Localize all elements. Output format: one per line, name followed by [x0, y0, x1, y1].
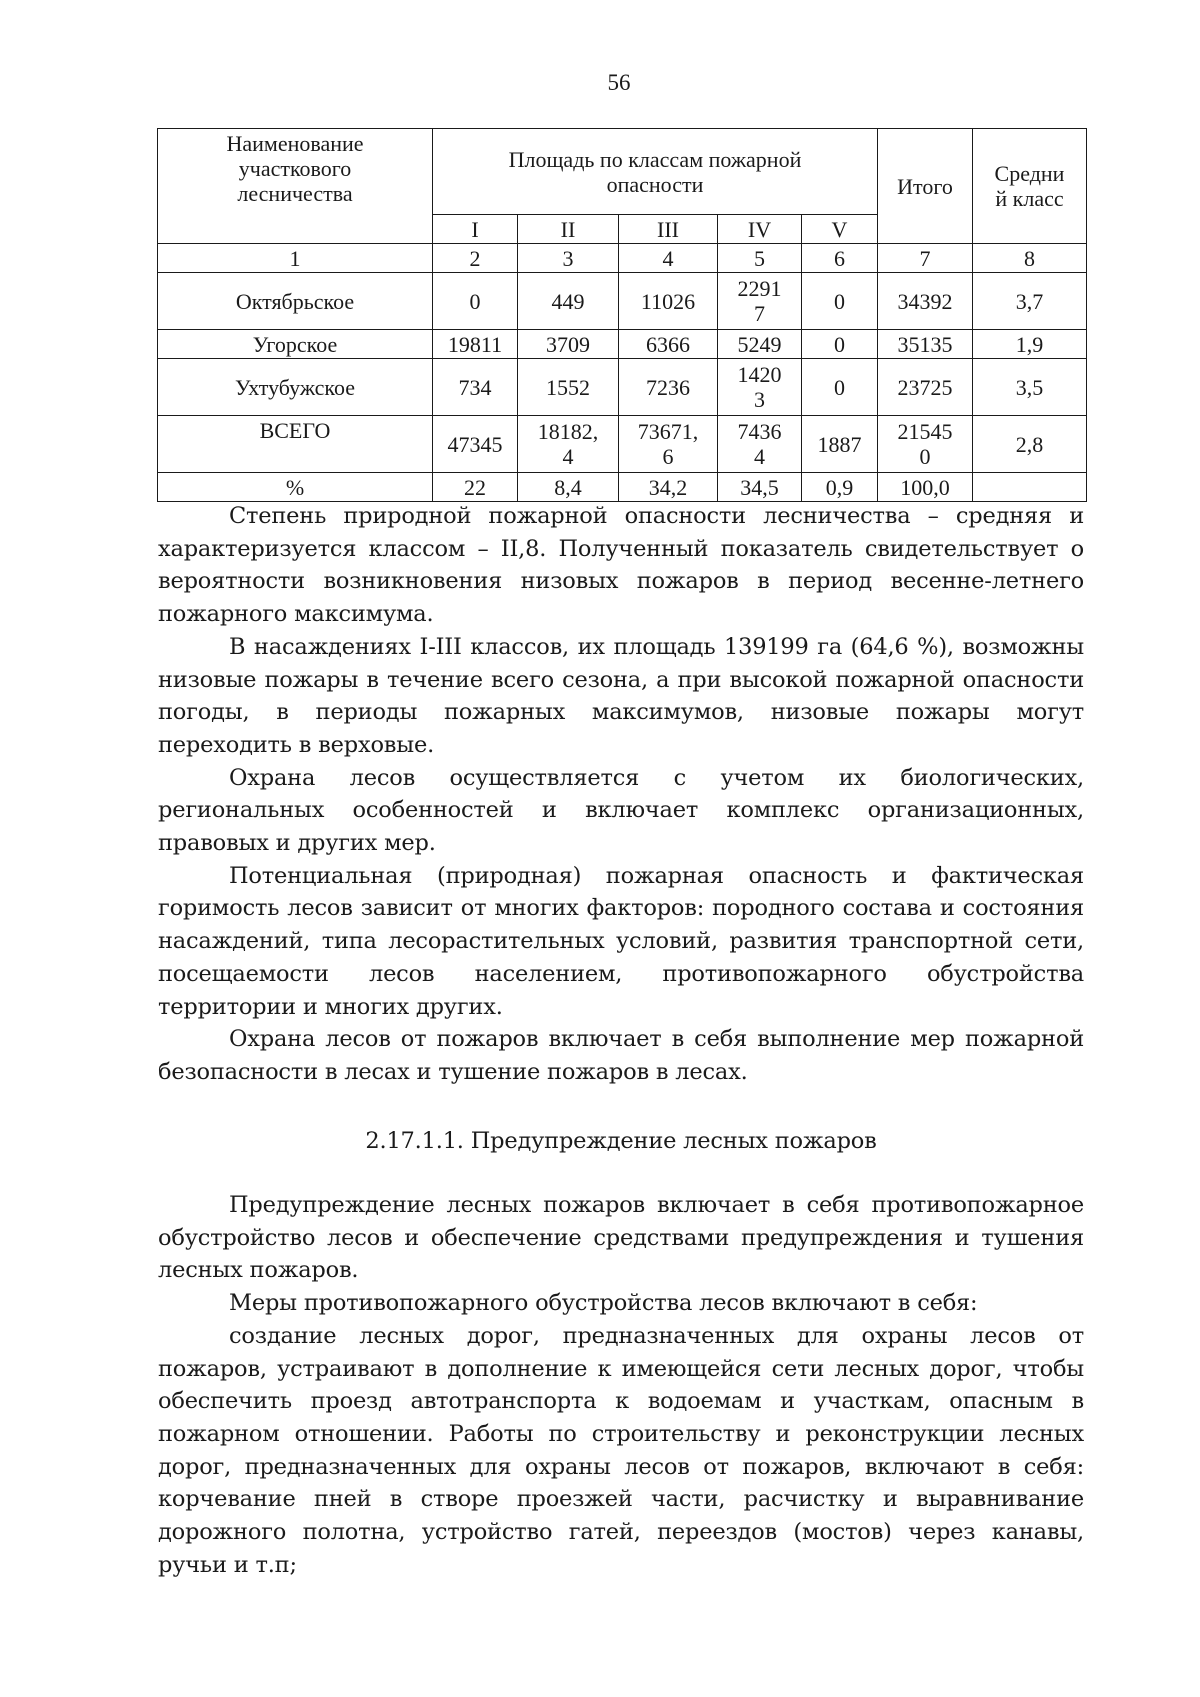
- cell-class-ii: 449: [518, 273, 619, 330]
- cell-class-iii: [619, 416, 718, 473]
- table-number-row: [158, 244, 1087, 273]
- cell-total: 34392: [878, 273, 973, 330]
- header-text: Наименование: [226, 131, 364, 156]
- paragraph: Охрана лесов осуществляется с учетом их биологических, региональных особенностей и включает комплекс организационных, правовых и других мер.: [158, 764, 1084, 857]
- cell-class-iv: [718, 273, 802, 330]
- cell-class-i: 22: [433, 473, 518, 502]
- row-name: Угорское: [158, 330, 433, 359]
- cell-text: 6: [662, 444, 674, 469]
- cell-class-i: 19811: [433, 330, 518, 359]
- row-name: ВСЕГО: [158, 416, 433, 473]
- row-name: %: [158, 473, 433, 502]
- header-class-iii: III: [619, 215, 718, 244]
- header-text: опасности: [606, 171, 704, 197]
- cell-class-ii: 3709: [518, 330, 619, 359]
- header-text: Площадь по классам пожарной: [508, 146, 802, 172]
- cell-total: 100,0: [878, 473, 973, 502]
- header-text: й класс: [995, 186, 1064, 211]
- cell-total: 23725: [878, 359, 973, 416]
- column-number: 6: [802, 244, 878, 273]
- header-total: Итого: [878, 129, 973, 244]
- cell-total: [878, 416, 973, 473]
- cell-class-iii: 11026: [619, 273, 718, 330]
- header-text: участкового: [238, 156, 352, 181]
- header-forestry-name: [158, 129, 433, 244]
- column-number: 1: [158, 244, 433, 273]
- column-number: 8: [973, 244, 1087, 273]
- cell-class-ii: [518, 416, 619, 473]
- table-header-row: [158, 129, 1087, 215]
- table-row: [158, 273, 1087, 330]
- cell-average: 2,8: [973, 416, 1087, 473]
- row-name: Октябрьское: [158, 273, 433, 330]
- column-number: 5: [718, 244, 802, 273]
- cell-class-i: 47345: [433, 416, 518, 473]
- header-class-ii: II: [518, 215, 619, 244]
- paragraph: Охрана лесов от пожаров включает в себя выполнение мер пожарной безопасности в лесах и тушение пожаров в лесах.: [158, 1026, 1084, 1085]
- cell-class-iv: 34,5: [718, 473, 802, 502]
- cell-average: 1,9: [973, 330, 1087, 359]
- table-row-total: [158, 416, 1087, 473]
- header-area-by-class: [433, 129, 878, 215]
- cell-class-ii: 8,4: [518, 473, 619, 502]
- cell-text: 7: [754, 301, 765, 326]
- cell-class-v: 1887: [802, 416, 878, 473]
- cell-text: 3: [754, 387, 765, 412]
- cell-class-ii: 1552: [518, 359, 619, 416]
- cell-class-iv: [718, 359, 802, 416]
- fire-danger-table: [157, 128, 1087, 502]
- cell-text: 73671,: [637, 419, 699, 444]
- header-text: лесничества: [237, 181, 353, 206]
- cell-class-v: 0: [802, 330, 878, 359]
- paragraph: Меры противопожарного обустройства лесов включают в себя:: [229, 1290, 978, 1317]
- column-number: 4: [619, 244, 718, 273]
- cell-class-iii: 6366: [619, 330, 718, 359]
- header-class-i: I: [433, 215, 518, 244]
- cell-average: 3,7: [973, 273, 1087, 330]
- cell-text: 4: [562, 444, 574, 469]
- cell-class-iv: 5249: [718, 330, 802, 359]
- cell-text: 4: [754, 444, 765, 469]
- cell-text: 21545: [897, 419, 953, 444]
- column-number: 7: [878, 244, 973, 273]
- cell-text: 0: [919, 444, 931, 469]
- paragraph: В насаждениях I-III классов, их площадь 139199 га (64,6 %), возможны низовые пожары в течение всего сезона, а при высокой пожарной опасности погоды, в периоды пожарных максимумов, низовые пожары могут переходить в верховые.: [158, 633, 1084, 758]
- table-row-percent: [158, 473, 1087, 502]
- cell-average: [973, 473, 1087, 502]
- cell-total: 35135: [878, 330, 973, 359]
- body-text-top: [158, 500, 1084, 1089]
- paragraph: создание лесных дорог, предназначенных для охраны лесов от пожаров, устраивают в дополнение к имеющейся сети лесных дорог, чтобы обеспечить проезд автотранспорта к водоемам и участкам, опасным в пожарном отношении. Работы по строительству и реконструкции лесных дорог, предназначенных для охраны лесов от пожаров, включают в себя: корчевание пней в створе проезжей части, расчистку и выравнивание дорожного полотна, устройство гатей, переездов (мостов) через канавы, ручьи и т.п;: [158, 1322, 1084, 1578]
- cell-average: 3,5: [973, 359, 1087, 416]
- cell-class-i: 734: [433, 359, 518, 416]
- cell-text: 18182,: [537, 419, 599, 444]
- cell-class-v: 0,9: [802, 473, 878, 502]
- cell-text: 1420: [737, 362, 782, 387]
- body-text-bottom: [158, 1189, 1084, 1581]
- row-name: Ухтубужское: [158, 359, 433, 416]
- header-text: Средни: [994, 161, 1065, 186]
- page-number: 56: [607, 70, 631, 95]
- paragraph: Степень природной пожарной опасности лесничества – средняя и характеризуется классом – II,8. Полученный показатель свидетельствует о вероятности возникновения низовых пожаров в период весенне-летнего пожарного максимума.: [158, 503, 1084, 628]
- cell-class-iii: 34,2: [619, 473, 718, 502]
- paragraph: Потенциальная (природная) пожарная опасность и фактическая горимость лесов зависит от многих факторов: породного состава и состояния насаждений, типа лесорастительных условий, развития транспортной сети, посещаемости лесов населением, противопожарного обустройства территории и многих других.: [158, 862, 1084, 1020]
- cell-class-iii: 7236: [619, 359, 718, 416]
- paragraph: Предупреждение лесных пожаров включает в себя противопожарное обустройство лесов и обеспечение средствами предупреждения и тушения лесных пожаров.: [158, 1192, 1084, 1284]
- cell-class-v: 0: [802, 273, 878, 330]
- cell-class-iv: [718, 416, 802, 473]
- cell-text: 7436: [737, 419, 782, 444]
- column-number: 2: [433, 244, 518, 273]
- section-heading: 2.17.1.1. Предупреждение лесных пожаров: [365, 1128, 877, 1154]
- header-class-iv: IV: [718, 215, 802, 244]
- column-number: 3: [518, 244, 619, 273]
- header-class-v: V: [802, 215, 878, 244]
- table-row: [158, 330, 1087, 359]
- cell-class-v: 0: [802, 359, 878, 416]
- cell-text: 2291: [737, 276, 782, 301]
- header-average-class: [973, 129, 1087, 244]
- table-row: [158, 359, 1087, 416]
- cell-class-i: 0: [433, 273, 518, 330]
